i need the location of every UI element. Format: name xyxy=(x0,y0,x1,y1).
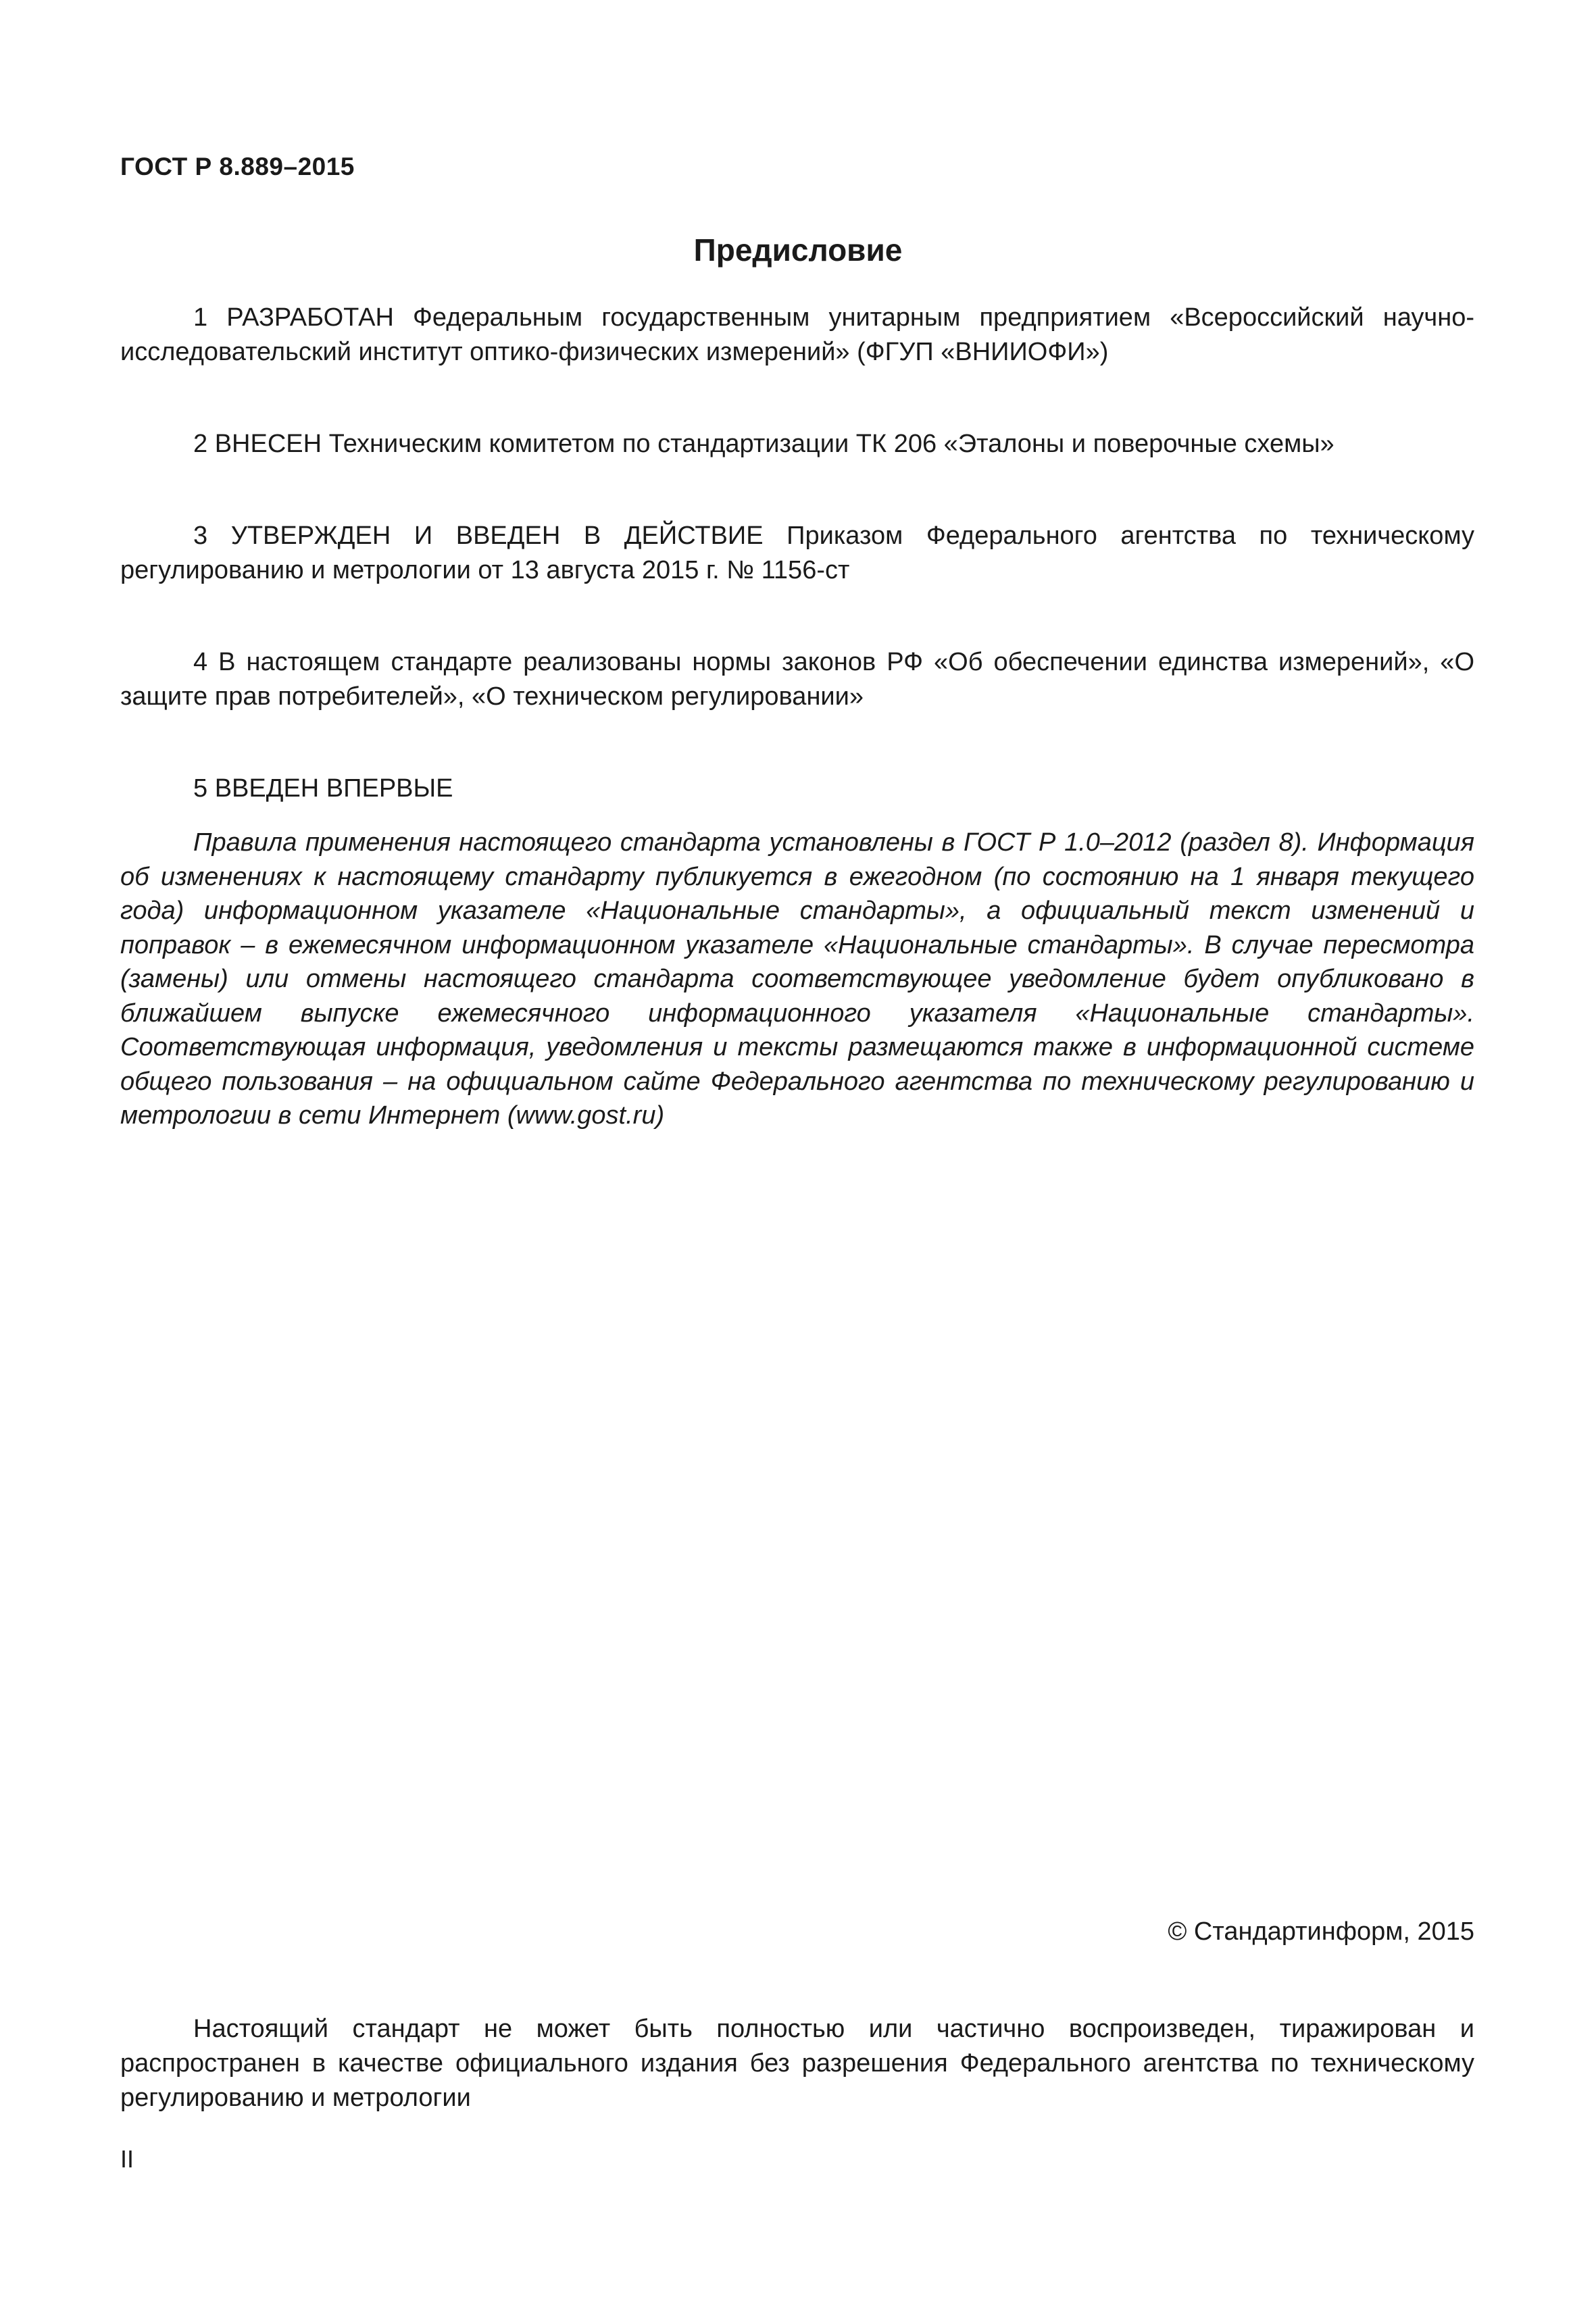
preface-items xyxy=(120,301,1474,806)
preface-item-introduced: 2 ВНЕСЕН Техническим комитетом по стандартизации ТК 206 «Эталоны и поверочные схемы» xyxy=(193,430,1335,458)
page-title: Предисловие xyxy=(693,232,903,268)
preface-item-laws: 4 В настоящем стандарте реализованы нормы законов РФ «Об обеспечении единства измерений», «О защите прав потребителей», «О техническом регулировании» xyxy=(120,648,1474,711)
copyright: © Стандартинформ, 2015 xyxy=(1168,1917,1474,1946)
preface-item-developed: 1 РАЗРАБОТАН Федеральным государственным унитарным предприятием «Всероссийский научно-исследовательский институт оптико-физических измерений» (ФГУП «ВНИИОФИ») xyxy=(120,303,1474,366)
preface-item-first-introduced: 5 ВВЕДЕН ВПЕРВЫЕ xyxy=(193,774,453,803)
reproduction-notice: Настоящий стандарт не может быть полностью или частично воспроизведен, тиражирован и распространен в качестве официального издания без разрешения Федерального агентства по техническому регулированию и метрологии xyxy=(120,2015,1474,2112)
preface-item-approved: 3 УТВЕРЖДЕН И ВВЕДЕН В ДЕЙСТВИЕ Приказом Федерального агентства по техническому регулированию и метрологии от 13 августа 2015 г. № 1156-ст xyxy=(120,522,1474,584)
rules-note: Правила применения настоящего стандарта установлены в ГОСТ Р 1.0–2012 (раздел 8). Информация об изменениях к настоящему стандарту публикуется в ежегодном (по состоянию на 1 января текущего года) информационном указателе «Национальные стандарты», а официальный текст изменений и поправок – в ежемесячном информационном указателе «Национальные стандарты». В случае пересмотра (замены) или отмены настоящего стандарта соответствующее уведомление будет опубликовано в ближайшем выпуске ежемесячного информационного указателя «Национальные стандарты». Соответствующая информация, уведомления и тексты размещаются также в информационной системе общего пользования – на официальном сайте Федерального агентства по техническому регулированию и метрологии в сети Интернет (www.gost.ru) xyxy=(120,828,1474,1130)
page-number: II xyxy=(120,2145,134,2173)
document-code: ГОСТ Р 8.889–2015 xyxy=(120,153,355,180)
